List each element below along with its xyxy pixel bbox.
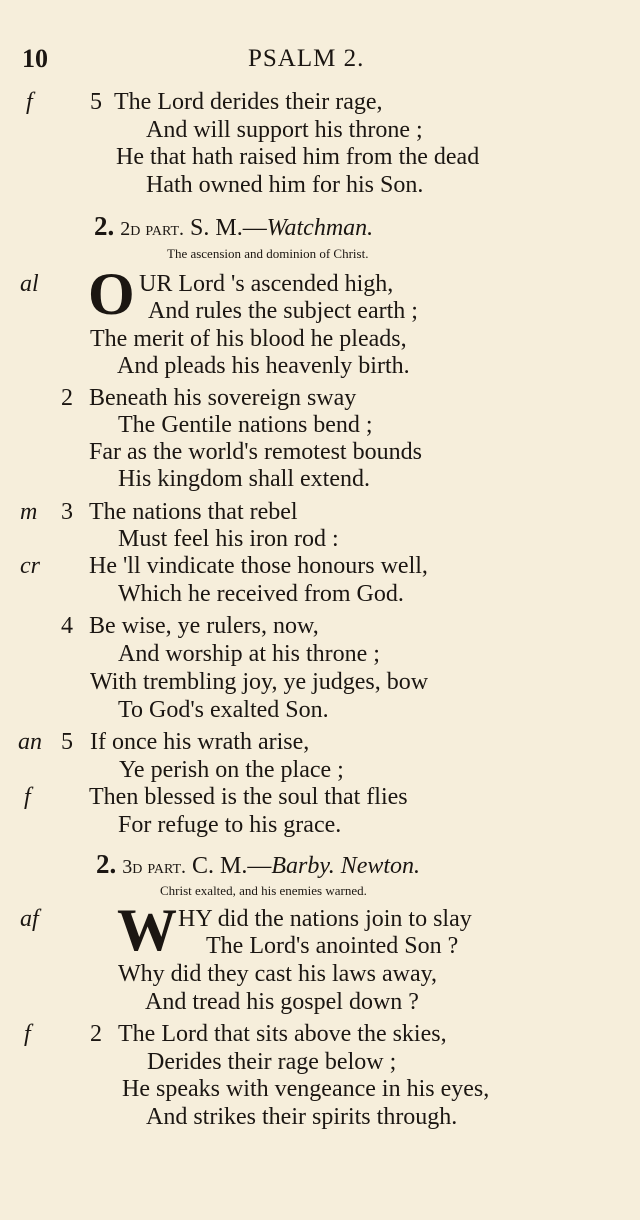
verse-line: His kingdom shall extend. xyxy=(118,466,370,492)
hymn-subtitle: The ascension and dominion of Christ. xyxy=(167,246,369,261)
verse-line: UR Lord 's ascended high, xyxy=(139,271,394,297)
verse-line: If once his wrath arise, xyxy=(90,729,310,755)
part-label: 3d part. xyxy=(122,856,187,878)
drop-cap: W xyxy=(117,897,177,963)
verse-line: Derides their rage below ; xyxy=(147,1049,397,1075)
psalm-number: 2. xyxy=(94,211,115,241)
verse-line: Beneath his sovereign sway xyxy=(89,385,357,411)
verse-line: And strikes their spirits through. xyxy=(146,1104,458,1130)
part-label: 2d part. xyxy=(120,218,185,240)
dynamic-mark: al xyxy=(20,271,39,297)
verse-line: Which he received from God. xyxy=(118,581,404,607)
psalm-number: 2. xyxy=(96,849,117,879)
verse-line: Hath owned him for his Son. xyxy=(146,172,424,198)
running-head: PSALM 2. xyxy=(248,45,365,72)
verse-line: Far as the world's remotest bounds xyxy=(89,439,422,465)
meter-label: C. M.— xyxy=(192,853,272,879)
verse-line: The nations that rebel xyxy=(89,499,298,525)
verse-number: 5 xyxy=(90,89,102,115)
verse-line: Ye perish on the place ; xyxy=(119,757,344,783)
verse-line: And tread his gospel down ? xyxy=(145,989,419,1015)
verse-line: He that hath raised him from the dead xyxy=(116,144,480,170)
hymn-subtitle: Christ exalted, and his enemies warned. xyxy=(160,883,367,898)
dynamic-mark: f xyxy=(24,1021,31,1047)
verse-line: The merit of his blood he pleads, xyxy=(90,326,407,352)
hymn-heading xyxy=(94,212,373,243)
verse-line: He speaks with vengeance in his eyes, xyxy=(122,1076,490,1102)
verse-line: With trembling joy, ye judges, bow xyxy=(90,669,429,695)
verse-line: To God's exalted Son. xyxy=(118,697,329,723)
verse-line: HY did the nations join to slay xyxy=(178,906,472,932)
verse-number: 5 xyxy=(61,729,73,755)
verse-line: Must feel his iron rod : xyxy=(118,526,339,552)
verse-line: And will support his throne ; xyxy=(146,117,423,143)
verse-number: 3 xyxy=(61,499,73,525)
tune-name: Barby. Newton. xyxy=(271,853,421,879)
verse-line: Be wise, ye rulers, now, xyxy=(89,613,319,639)
verse-line: He 'll vindicate those honours well, xyxy=(89,553,428,579)
verse-line: And worship at his throne ; xyxy=(118,641,380,667)
verse-number: 4 xyxy=(61,613,73,639)
verse-number: 2 xyxy=(90,1021,102,1047)
dynamic-mark: f xyxy=(26,89,33,115)
verse-line: The Gentile nations bend ; xyxy=(118,412,373,438)
dynamic-mark: af xyxy=(20,906,39,932)
meter-label: S. M.— xyxy=(190,215,267,241)
hymn-heading xyxy=(96,850,420,881)
verse-line: The Lord that sits above the skies, xyxy=(118,1021,447,1047)
dynamic-mark: f xyxy=(24,784,31,810)
page-number: 10 xyxy=(22,44,48,73)
drop-cap: O xyxy=(88,261,135,327)
verse-line: And pleads his heavenly birth. xyxy=(117,353,410,379)
verse-line: The Lord's anointed Son ? xyxy=(206,933,459,959)
tune-name: Watchman. xyxy=(266,215,374,241)
verse-line: Then blessed is the soul that flies xyxy=(89,784,408,810)
verse-line: For refuge to his grace. xyxy=(118,812,342,838)
dynamic-mark: cr xyxy=(20,553,40,579)
verse-line: And rules the subject earth ; xyxy=(148,298,418,324)
verse-line: Why did they cast his laws away, xyxy=(118,961,438,987)
dynamic-mark: an xyxy=(18,729,42,755)
verse-line: The Lord derides their rage, xyxy=(114,89,383,115)
dynamic-mark: m xyxy=(20,499,38,525)
verse-number: 2 xyxy=(61,385,73,411)
